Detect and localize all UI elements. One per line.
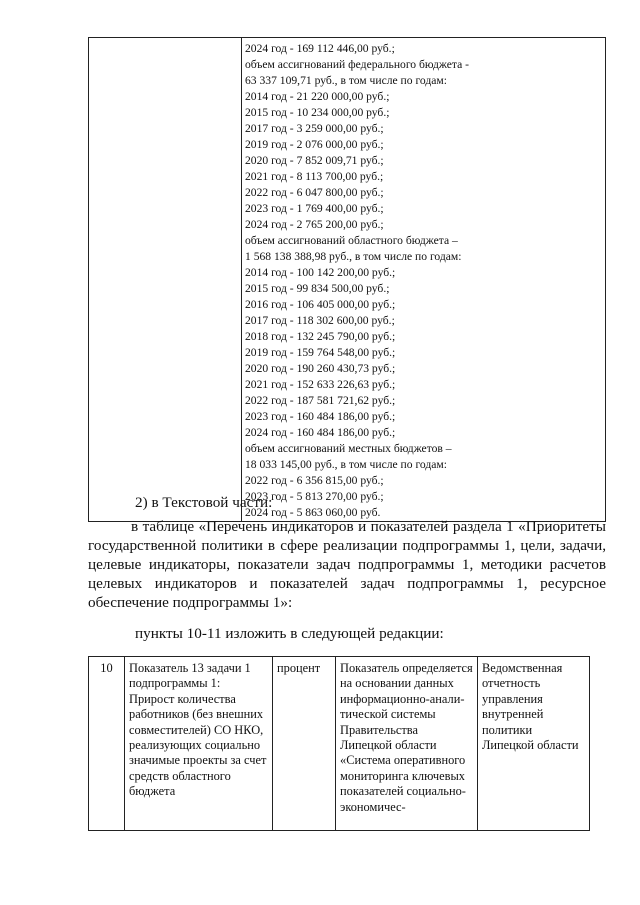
funding-line: 2014 год - 100 142 200,00 руб.; [245, 266, 396, 279]
funding-table [88, 37, 606, 522]
funding-line: 2020 год - 7 852 009,71 руб.; [245, 154, 384, 167]
funding-line: 2014 год - 21 220 000,00 руб.; [245, 90, 390, 103]
funding-line: 2022 год - 187 581 721,62 руб.; [245, 394, 396, 407]
funding-line: 1 568 138 388,98 руб., в том числе по годам: [245, 250, 462, 263]
funding-line: 2021 год - 152 633 226,63 руб.; [245, 378, 396, 391]
funding-line: 2023 год - 5 813 270,00 руб.; [245, 490, 384, 503]
funding-table-row [89, 38, 606, 522]
funding-lines [242, 38, 605, 521]
funding-line: 2018 год - 132 245 790,00 руб.; [245, 330, 396, 343]
funding-line: 2016 год - 106 405 000,00 руб.; [245, 298, 396, 311]
funding-line: 2015 год - 10 234 000,00 руб.; [245, 106, 390, 119]
funding-line: 63 337 109,71 руб., в том числе по годам: [245, 74, 447, 87]
funding-table-values-cell [242, 38, 606, 522]
funding-line: 2024 год - 169 112 446,00 руб.; [245, 42, 395, 55]
funding-line: 2022 год - 6 356 815,00 руб.; [245, 474, 384, 487]
points-paragraph: пункты 10-11 изложить в следующей редакции: [135, 625, 444, 642]
funding-line: 2017 год - 118 302 600,00 руб.; [245, 314, 395, 327]
funding-line: 2024 год - 160 484 186,00 руб.; [245, 426, 396, 439]
indicator-source: Ведомственная отчетность управления внутренней политики Липецкой области [478, 657, 590, 831]
funding-line: 2024 год - 5 863 060,00 руб. [245, 506, 381, 519]
indicator-name: Показатель 13 задачи 1 подпрограммы 1: Прирост количества работников (без внешних совместителей) СО НКО, реализующих социально значимые проекты за счет средств областного бюджета [125, 657, 273, 831]
indicator-row [89, 657, 590, 831]
funding-line: 2015 год - 99 834 500,00 руб.; [245, 282, 390, 295]
funding-line: 2019 год - 159 764 548,00 руб.; [245, 346, 396, 359]
funding-line: объем ассигнований областного бюджета – [245, 234, 458, 247]
funding-table-empty-cell [89, 38, 242, 522]
funding-line: 2023 год - 160 484 186,00 руб.; [245, 410, 396, 423]
funding-line: объем ассигнований федерального бюджета - [245, 58, 469, 71]
intro-paragraph: в таблице «Перечень индикаторов и показателей раздела 1 «Приоритеты государственной политики в сфере реализации подпрограммы 1, цели, задачи, целевые индикаторы, показатели задач подпрограммы 1, методики расчетов целевых индикаторов и показателей задач подпрограммы 1, ресурсное обеспечение подпрограммы 1»: [88, 518, 606, 611]
funding-line: 2023 год - 1 769 400,00 руб.; [245, 202, 384, 215]
indicator-number: 10 [89, 657, 125, 831]
funding-line: 2020 год - 190 260 430,73 руб.; [245, 362, 396, 375]
funding-line: 2021 год - 8 113 700,00 руб.; [245, 170, 384, 183]
indicator-unit: процент [273, 657, 336, 831]
indicators-table [88, 656, 590, 831]
funding-line: объем ассигнований местных бюджетов – [245, 442, 452, 455]
funding-line: 2022 год - 6 047 800,00 руб.; [245, 186, 384, 199]
funding-line: 2017 год - 3 259 000,00 руб.; [245, 122, 384, 135]
funding-line: 2024 год - 2 765 200,00 руб.; [245, 218, 384, 231]
funding-line: 18 033 145,00 руб., в том числе по годам: [245, 458, 447, 471]
funding-line: 2019 год - 2 076 000,00 руб.; [245, 138, 384, 151]
indicator-method: Показатель определяется на основании данных информационно-аналитической системы Правительства Липецкой области «Система оперативного мониторинга ключевых показателей социально-экономичес- [336, 657, 478, 831]
section-heading: 2) в Текстовой части: [135, 494, 273, 511]
